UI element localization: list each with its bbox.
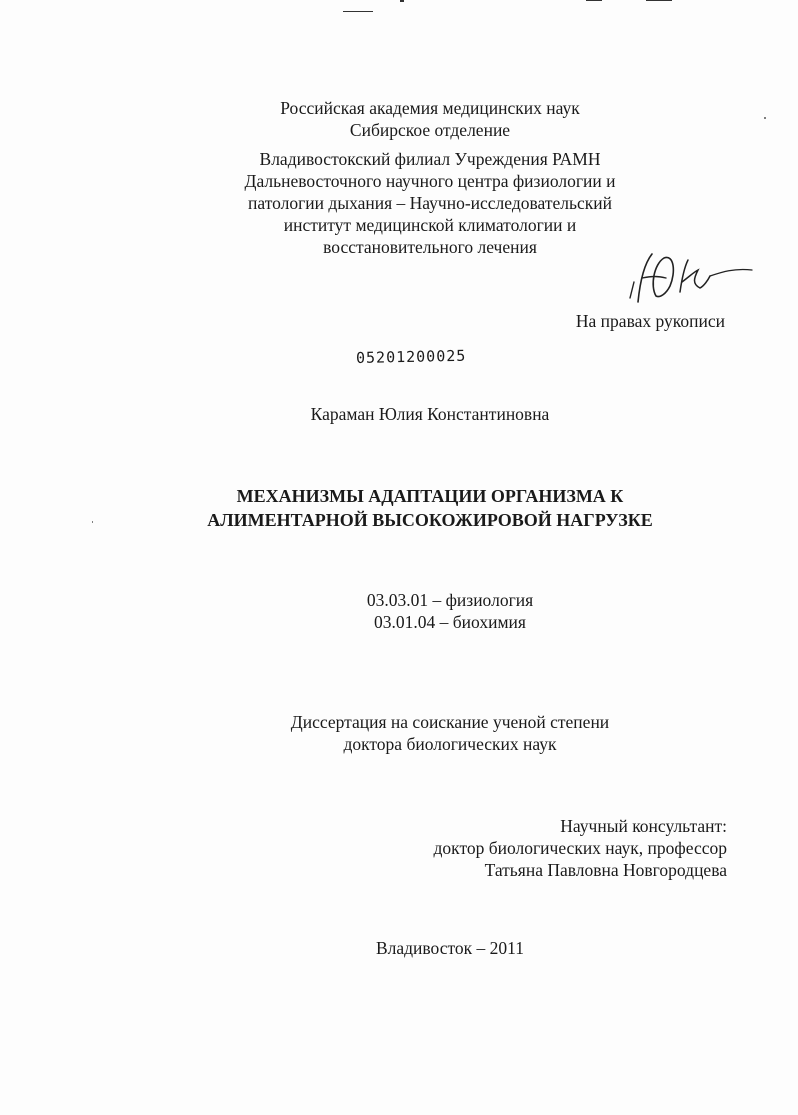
dissertation-title xyxy=(150,484,710,532)
scan-edge-mark xyxy=(343,11,373,12)
institute-line: Владивостокский филиал Учреждения РАМН xyxy=(259,149,601,169)
scan-edge-mark xyxy=(646,0,672,1)
institute-header xyxy=(200,148,660,258)
academy-division: Сибирское отделение xyxy=(349,120,511,140)
manuscript-rights-note: На правах рукописи xyxy=(575,311,725,331)
registration-stamp-number: 05201200025 xyxy=(355,346,467,367)
author-name-text: Караман Юлия Константиновна xyxy=(310,404,550,424)
institute-line: институт медицинской климатологии и xyxy=(283,215,577,235)
specialty-code: 03.03.01 – физиология xyxy=(366,590,534,610)
academy-header xyxy=(220,97,640,141)
degree-line: Диссертация на соискание ученой степени xyxy=(290,712,610,732)
degree-line: доктора биологических наук xyxy=(343,734,557,754)
consultant-label: Научный консультант: xyxy=(560,816,727,836)
institute-line: восстановительного лечения xyxy=(323,237,537,257)
city-year-text: Владивосток – 2011 xyxy=(375,938,525,958)
institute-line: патологии дыхания – Научно-исследовательский xyxy=(248,193,612,213)
specialty-code: 03.01.04 – биохимия xyxy=(374,612,526,632)
signature-icon xyxy=(618,242,758,310)
consultant-name: Татьяна Павловна Новгородцева xyxy=(484,860,727,880)
scientific-consultant xyxy=(380,815,727,881)
author-name xyxy=(200,403,660,425)
specialty-codes xyxy=(250,589,650,633)
title-line: АЛИМЕНТАРНОЙ ВЫСОКОЖИРОВОЙ НАГРУЗКЕ xyxy=(207,510,653,530)
academy-name: Российская академия медицинских наук xyxy=(280,98,580,118)
institute-line: Дальневосточного научного центра физиологии и xyxy=(244,171,616,191)
scan-speck xyxy=(764,117,766,119)
scan-edge-mark xyxy=(400,0,404,2)
scan-speck xyxy=(92,521,93,523)
scan-edge-mark xyxy=(586,0,602,1)
city-year xyxy=(250,937,650,959)
degree-statement xyxy=(220,711,680,755)
consultant-credentials: доктор биологических наук, профессор xyxy=(433,838,727,858)
title-line: МЕХАНИЗМЫ АДАПТАЦИИ ОРГАНИЗМА К xyxy=(236,486,624,506)
